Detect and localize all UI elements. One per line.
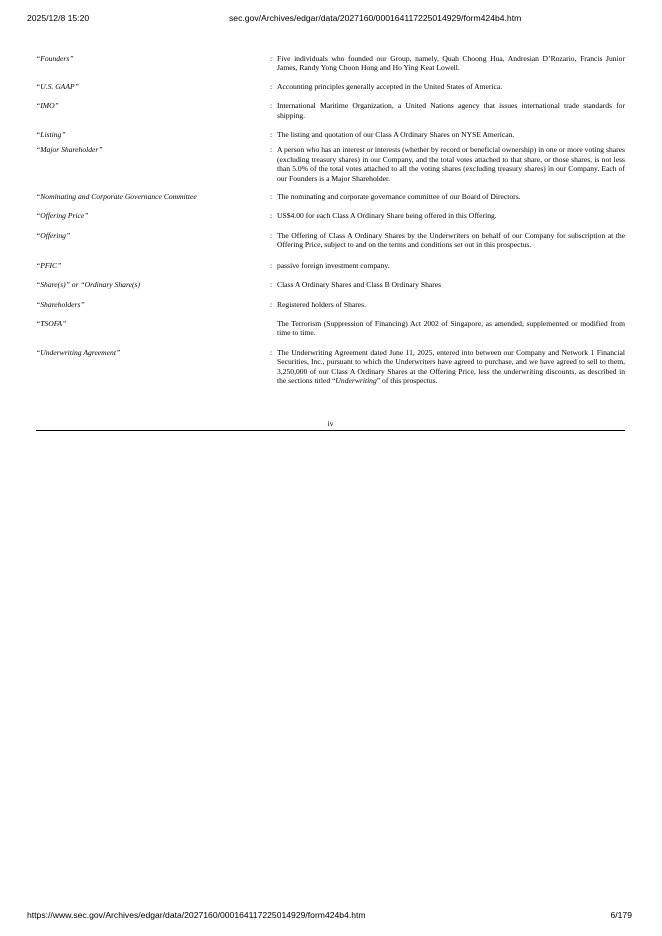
- definition-row-underwriting-agreement: [36, 348, 625, 386]
- definition-term: “Nominating and Corporate Governance Committee: [36, 192, 197, 202]
- definition-row-nominating-committee: [36, 192, 625, 201]
- definition-term: “Underwriting Agreement”: [36, 347, 121, 357]
- print-datetime: 2025/12/8 15:20: [27, 13, 90, 23]
- definition-term: “Offering”: [36, 230, 71, 240]
- definition-row-offering: [36, 231, 625, 250]
- definition-colon: :: [270, 280, 273, 290]
- page-number: iv: [327, 419, 334, 428]
- definition-row-founders: [36, 54, 625, 73]
- definition-row-offering-price: [36, 211, 625, 220]
- definition-text: The listing and quotation of our Class A Ordinary Shares on NYSE American.: [277, 130, 515, 140]
- definition-text: US$4.00 for each Class A Ordinary Share being offered in this Offering.: [277, 211, 497, 221]
- definition-text: A person who has an interest or interests (whether by record or beneficial ownership) in one or more voting shares (excluding treasury shares) in our Company, and the total votes attached to that share, or those shares, is not less than 5.0% of the total votes attached to all the voting shares (excluding treasury shares) in our Company. Each of our Founders is a Major Shareholder.: [277, 145, 625, 183]
- definition-row-major-shareholder: [36, 145, 625, 183]
- definition-text: Registered holders of Shares.: [277, 299, 366, 309]
- definition-term: “PFIC”: [36, 260, 62, 270]
- definition-term: “TSOFA”: [36, 318, 67, 328]
- definition-text: International Maritime Organization, a United Nations agency that issues international trade standards for shipping.: [277, 101, 625, 120]
- definition-row-pfic: [36, 261, 625, 270]
- definition-colon: :: [270, 145, 273, 155]
- definition-text: The Terrorism (Suppression of Financing) Act 2002 of Singapore, as amended, supplemented or modified from time to time.: [277, 318, 625, 338]
- footer-page-count: 6/179: [610, 910, 632, 920]
- footer-url: https://www.sec.gov/Archives/edgar/data/2027160/000164117225014929/form424b4.htm: [27, 910, 366, 920]
- definition-text: Accounting principles generally accepted in the United States of America.: [277, 81, 503, 91]
- definition-term: “Share(s)” or “Ordinary Share(s): [36, 280, 140, 290]
- definition-colon: :: [270, 130, 273, 140]
- definition-row-shareholders: [36, 300, 625, 309]
- definition-text: Five individuals who founded our Group, namely, Quah Choong Hua, Andresian D’Rozario, Francis Junior James, Randy Yong Choon Hong and Ho Ying Keat Lowell.: [277, 54, 625, 73]
- definition-colon: :: [270, 299, 273, 309]
- definition-term: “Offering Price”: [36, 211, 89, 221]
- definition-text-italic: Underwriting: [335, 375, 377, 385]
- definition-colon: :: [270, 347, 273, 357]
- definition-text: passive foreign investment company.: [277, 260, 390, 270]
- definition-row-tsofa: [36, 319, 625, 338]
- definition-term: “Listing”: [36, 130, 66, 140]
- definition-term: “IMO”: [36, 101, 59, 111]
- definition-term: “Shareholders”: [36, 299, 85, 309]
- definition-colon: :: [270, 260, 273, 270]
- definition-text-part: ” of this prospectus.: [376, 375, 438, 385]
- definition-colon: :: [270, 54, 273, 63]
- definition-text: [277, 348, 625, 386]
- definition-row-shares: [36, 280, 625, 289]
- definition-row-listing: [36, 130, 625, 139]
- definition-colon: :: [270, 230, 273, 240]
- definition-term: “Founders”: [36, 54, 74, 63]
- page-divider: [36, 430, 625, 431]
- definition-text: Class A Ordinary Shares and Class B Ordinary Shares: [277, 280, 442, 290]
- definition-text: The Offering of Class A Ordinary Shares by the Underwriters on behalf of our Company for subscription at the Offering Price, subject to and on the terms and conditions set out in this prospectus.: [277, 230, 625, 250]
- definition-colon: :: [270, 192, 273, 202]
- definition-colon: :: [270, 211, 273, 221]
- definition-colon: :: [270, 101, 273, 111]
- definition-term: “Major Shareholder”: [36, 145, 103, 155]
- definition-row-imo: [36, 101, 625, 120]
- definition-colon: :: [270, 81, 273, 91]
- definition-row-us-gaap: [36, 82, 625, 91]
- definition-text-part: The Underwriting Agreement dated June 11, 2025, entered into between our Company and Network 1 Financial Securities, Inc., pursuant to which the Underwriters have agreed to purchase, and we have agreed to sell to them, 3,250,000 of our Class A Ordinary Shares at the Offering Price, less the underwriting discounts, as described in the sections titled “: [277, 347, 625, 385]
- definition-text: The nominating and corporate governance committee of our Board of Directors.: [277, 192, 521, 202]
- definitions-list: [36, 54, 625, 385]
- print-url: sec.gov/Archives/edgar/data/2027160/000164117225014929/form424b4.htm: [229, 13, 522, 23]
- definition-term: “U.S. GAAP”: [36, 81, 79, 91]
